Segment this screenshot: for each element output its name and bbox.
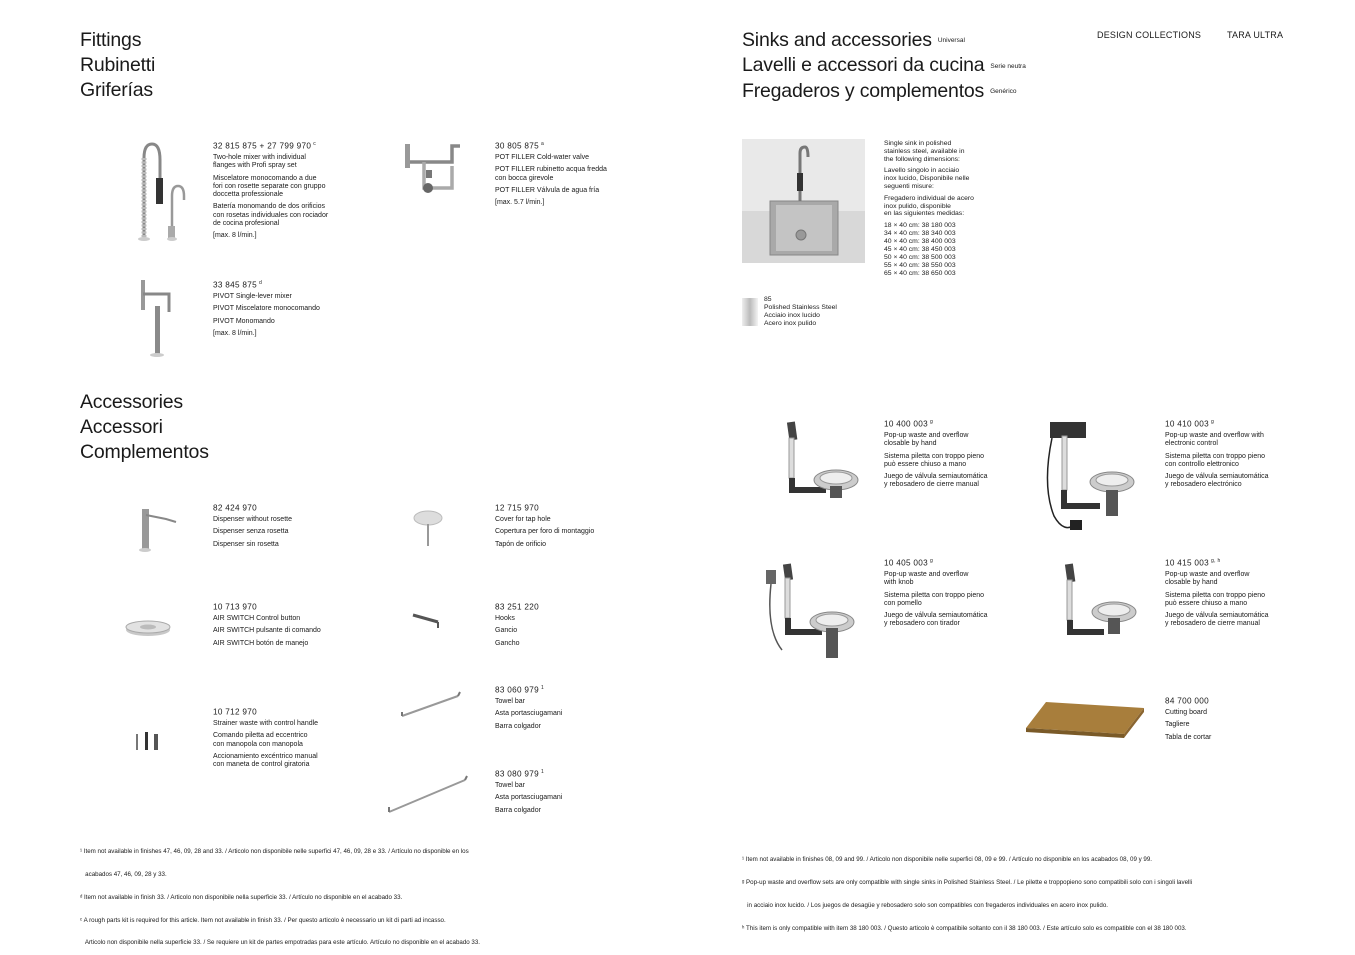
desc-en: Towel bar [495, 697, 525, 705]
flow-rate: [max. 8 l/min.] [213, 232, 257, 240]
desc-es: AIR SWITCH botón de manejo [213, 639, 309, 647]
desc-es: Juego de válvula semiautomática y rebosadero electrónico [1165, 473, 1269, 489]
product-code: 12 715 970 [495, 503, 539, 513]
footnote: ᶜ A rough parts kit is required for this article. Item not available in finish 33. / Per questo articolo è necessario un kit di parti ad incasso. [80, 916, 446, 924]
towel-bar-800-image [385, 774, 471, 818]
desc-es: Juego de válvula semiautomática y rebosadero con tirador [884, 612, 988, 628]
desc-en: AIR SWITCH Control button [213, 614, 301, 622]
footnote: ¹ Item not available in finishes 47, 46, 09, 28 and 33. / Articolo non disponibile nelle superfici 47, 46, 09, 28 e 33. / Artículo no disponible en los [80, 848, 469, 856]
cutting-board-image [1024, 700, 1146, 740]
desc-it: Gancio [495, 627, 518, 635]
strainer-waste-handle-image [134, 730, 164, 752]
desc-es: Accionamiento excéntrico manual con maneta de control giratoria [213, 752, 318, 769]
product-10713970 [213, 601, 363, 652]
sink-size: 65 × 40 cm: 38 650 003 [884, 270, 956, 278]
desc-en: PIVOT Single-lever mixer [213, 292, 292, 300]
fittings-title-it: Rubinetti [80, 54, 156, 76]
sink-desc-en: Single sink in polished stainless steel, available in the following dimensions: [884, 140, 965, 163]
sinks-heading [742, 28, 1026, 104]
desc-en: Towel bar [495, 781, 525, 789]
finish-code: 85 [764, 296, 772, 303]
desc-it: AIR SWITCH pulsante di comando [213, 627, 321, 635]
product-33845875 [213, 279, 363, 343]
sink-desc-es: Fregadero individual de acero inox pulido, disponible en las siguientes medidas: [884, 194, 974, 218]
product-code: 33 845 875 $^d$ [213, 280, 263, 290]
sink-size: 55 × 40 cm: 38 550 003 [884, 262, 956, 270]
towel-bar-600-image [398, 690, 464, 722]
product-code: 82 424 970 [213, 503, 257, 513]
product-code: 83 060 979 $^1$ [495, 685, 545, 695]
two-hole-mixer-image [130, 138, 190, 246]
accessories-title-it: Accessori [80, 416, 163, 438]
finish-en: Polished Stainless Steel [764, 304, 837, 311]
sink-size: 40 × 40 cm: 38 400 003 [884, 238, 956, 246]
product-10410003 [1165, 418, 1285, 494]
sink-desc-it: Lavello singolo in acciaio inox lucido, Disponibile nelle seguenti misure: [884, 167, 970, 190]
desc-es: Tabla de cortar [1165, 733, 1212, 741]
sink-size: 34 × 40 cm: 38 340 003 [884, 230, 956, 238]
finish-info [764, 296, 837, 328]
desc-en: Two-hole mixer with individual flanges with Profi spray set [213, 153, 306, 170]
desc-es: Juego de válvula semiautomática y rebosadero de cierre manual [1165, 612, 1269, 628]
footnote: ᵈ Item not available in finish 33. / Articolo non disponibile nella superficie 33. / Artículo no disponible en el acabado 33. [80, 893, 403, 901]
sink-sizes [884, 222, 994, 278]
product-code: 83 080 979 $^1$ [495, 769, 545, 779]
product-32815875 [213, 140, 363, 245]
desc-en: Dispenser without rosette [213, 515, 292, 523]
sinks-title-es: Fregaderos y complementos Genérico [742, 79, 1017, 102]
sink-photo [742, 139, 865, 263]
nav-tara-ultra[interactable]: TARA ULTRA [1227, 30, 1284, 40]
product-code: 10 713 970 [213, 602, 257, 612]
finish-es: Acero inox pulido [764, 320, 817, 327]
flow-rate: [max. 8 l/min.] [213, 330, 257, 338]
product-83080979 [495, 768, 645, 819]
desc-es: Batería monomando de dos orificios con rosetas individuales con rociador de cocina profesional [213, 203, 329, 227]
desc-en: Pop-up waste and overflow with electronic control [1165, 431, 1264, 448]
desc-en: Pop-up waste and overflow closable by hand [1165, 570, 1250, 587]
desc-en: Pop-up waste and overflow closable by hand [884, 431, 969, 448]
desc-en: Hooks [495, 614, 515, 622]
desc-es: Barra colgador [495, 722, 541, 730]
product-code: 30 805 875 $^a$ [495, 141, 545, 151]
right-footnotes [742, 841, 1342, 940]
product-code: 10 712 970 [213, 707, 257, 717]
desc-it: Asta portasciugamani [495, 710, 563, 718]
sink-size: 45 × 40 cm: 38 450 003 [884, 246, 956, 254]
product-10415003 [1165, 557, 1285, 633]
desc-en: Pop-up waste and overflow with knob [884, 570, 969, 587]
desc-es: Barra colgador [495, 806, 541, 814]
footnote: ʰ This item is only compatible with item 38 180 003. / Questo articolo è compatibile soltanto con il 38 180 003. / Este artículo solo es compatible con el 38 180 003. [742, 924, 1187, 932]
product-83060979 [495, 684, 645, 735]
flow-rate: [max. 5.7 l/min.] [495, 199, 545, 207]
product-83251220 [495, 601, 645, 652]
popup-waste-compact-image [1054, 560, 1140, 642]
desc-es: Juego de válvula semiautomática y rebosadero de cierre manual [884, 473, 988, 489]
desc-it: Sistema piletta con troppo pieno con pomello [884, 591, 985, 607]
product-10712970 [213, 706, 363, 774]
footnote: ¹ Item not available in finishes 08, 09 and 99. / Articolo non disponibile nelle superfici 08, 09 e 99. / Artículo no disponible en los acabados 08, 09 y 99. [742, 856, 1153, 864]
fittings-title-es: Griferías [80, 79, 153, 101]
accessories-title-es: Complementos [80, 441, 209, 463]
nav-design-collections[interactable]: DESIGN COLLECTIONS [1097, 30, 1202, 40]
product-code: 84 700 000 [1165, 696, 1209, 706]
desc-it: Sistema piletta con troppo pieno può essere chiuso a mano [884, 452, 985, 468]
desc-it: Tagliere [1165, 721, 1190, 729]
popup-waste-electronic-image [1040, 416, 1136, 540]
left-footnotes [80, 833, 680, 955]
desc-it: Comando piletta ad eccentrico con manopola con manopola [213, 732, 308, 748]
tap-hole-cover-image [408, 508, 448, 550]
footnote: acabados 47, 46, 09, 28 y 33. [80, 870, 167, 878]
desc-it: Sistema piletta con troppo pieno può essere chiuso a mano [1165, 591, 1266, 607]
product-12715970 [495, 502, 645, 553]
product-code: 10 410 003 $^g$ [1165, 419, 1215, 429]
desc-es: Gancho [495, 639, 520, 647]
desc-en: Cutting board [1165, 708, 1208, 716]
air-switch-button-image [122, 616, 176, 640]
desc-it: Copertura per foro di montaggio [495, 528, 595, 536]
popup-waste-knob-image [762, 560, 858, 666]
product-84700000 [1165, 695, 1285, 746]
fittings-title-en: Fittings [80, 29, 142, 51]
fittings-heading [80, 28, 155, 103]
product-code: 10 415 003 $^{g, h}$ [1165, 558, 1221, 568]
desc-en: Strainer waste with control handle [213, 719, 319, 727]
footnote: in acciaio inox lucido. / Los juegos de desagüe y rebosadero solo son compatibles con fregaderos individuales en acero inox pulido. [742, 901, 1108, 909]
finish-it: Acciaio inox lucido [764, 312, 820, 319]
desc-it: Sistema piletta con troppo pieno con controllo elettronico [1165, 452, 1266, 468]
sink-size: 18 × 40 cm: 38 180 003 [884, 222, 956, 230]
product-10400003 [884, 418, 1004, 494]
hooks-image [410, 610, 442, 632]
accessories-heading [80, 390, 209, 465]
accessories-title-en: Accessories [80, 391, 183, 413]
product-code: 83 251 220 [495, 602, 539, 612]
desc-it: PIVOT Miscelatore monocomando [213, 305, 320, 313]
popup-waste-manual-image [776, 418, 860, 500]
product-82424970 [213, 502, 363, 553]
desc-it: Miscelatore monocomando a due fori con rosette separate con gruppo doccetta professionale [213, 174, 326, 198]
pot-filler-image [402, 140, 464, 204]
desc-es: Tapón de orificio [495, 540, 546, 548]
sink-description [884, 140, 994, 278]
footnote: ᵍ Pop-up waste and overflow sets are only compatible with single sinks in Polished Stainless Steel. / Le pilette e troppopieno sono compatibili solo con i singoli lavelli [742, 878, 1193, 886]
product-code: 10 400 003 $^g$ [884, 419, 934, 429]
desc-it: Asta portasciugamani [495, 794, 563, 802]
footnote: Articolo non disponibile nella superficie 33. / Se requiere un kit de partes empotradas para este artículo. Artículo no disponible en el acabado 33. [80, 939, 481, 947]
desc-en: POT FILLER Cold-water valve [495, 153, 590, 161]
sinks-title-it: Lavelli e accessori da cucina Serie neutra [742, 54, 1026, 77]
desc-es: PIVOT Monomando [213, 317, 275, 325]
desc-es: POT FILLER Válvula de agua fría [495, 186, 600, 194]
sink-size: 50 × 40 cm: 38 500 003 [884, 254, 956, 262]
product-code: 32 815 875 + 27 799 970 $^c$ [213, 141, 316, 151]
sinks-title-en: Sinks and accessories Universal [742, 29, 965, 51]
desc-it: POT FILLER rubinetto acqua fredda con bocca girevole [495, 166, 607, 182]
dispenser-image [136, 505, 186, 553]
desc-it: Dispenser senza rosetta [213, 528, 289, 536]
product-30805875 [495, 140, 645, 212]
desc-en: Cover for tap hole [495, 515, 551, 523]
product-code: 10 405 003 $^g$ [884, 558, 934, 568]
product-10405003 [884, 557, 1004, 633]
pivot-mixer-image [135, 276, 189, 360]
desc-es: Dispenser sin rosetta [213, 540, 279, 548]
finish-swatch [742, 298, 758, 326]
